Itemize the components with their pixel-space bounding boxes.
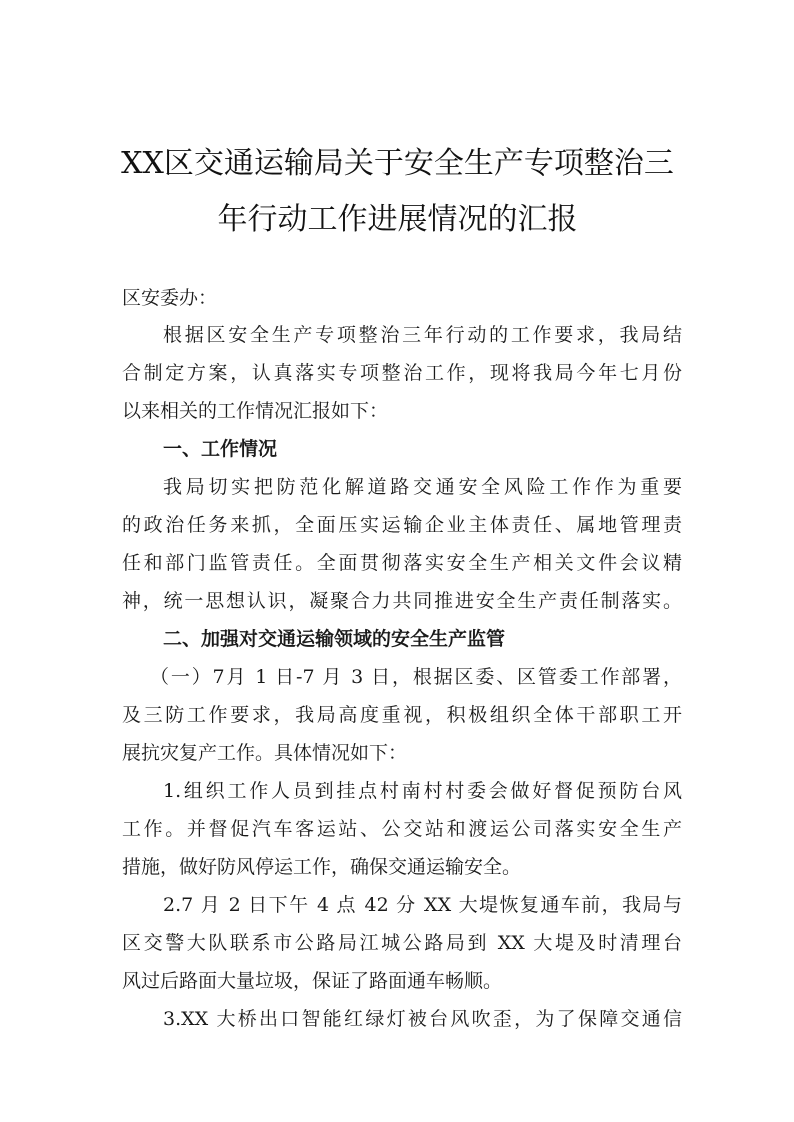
intro-line: 以来相关的工作情况汇报如下： [122, 400, 389, 422]
section-1-heading: 一、工作情况 [163, 438, 278, 460]
item-2-line: 区交警大队联系市公路局江城公路局到 XX 大堤及时清理台 [122, 932, 682, 954]
salutation: 区安委办： [122, 287, 218, 309]
intro-line: 根据区安全生产专项整治三年行动的工作要求，我局结 [163, 324, 682, 346]
section-1-body-line: 的政治任务来抓，全面压实运输企业主体责任、属地管理责 [122, 514, 682, 536]
section-1-body-line: 我局切实把防范化解道路交通安全风险工作作为重要 [163, 476, 682, 498]
item-1-line: 工作。并督促汽车客运站、公交站和渡运公司落实安全生产 [122, 818, 682, 840]
intro-line: 合制定方案，认真落实专项整治工作，现将我局今年七月份 [122, 362, 682, 384]
item-2-line: 风过后路面大量垃圾，保证了路面通车畅顺。 [122, 970, 503, 992]
item-1-line: 措施，做好防风停运工作，确保交通运输安全。 [122, 856, 522, 878]
subsection-1-line: 及三防工作要求，我局高度重视，积极组织全体干部职工开 [122, 704, 682, 726]
item-2-line: 2.7 月 2 日下午 4 点 42 分 XX 大堤恢复通车前，我局与 [163, 894, 682, 916]
section-1-body-line: 神，统一思想认识，凝聚合力共同推进安全生产责任制落实。 [122, 590, 682, 612]
item-1-line: 1.组织工作人员到挂点村南村村委会做好督促预防台风 [163, 780, 682, 802]
subsection-1-line: 展抗灾复产工作。具体情况如下： [122, 742, 408, 764]
document-title-line-1: XX区交通运输局关于安全生产专项整治三 [121, 146, 674, 181]
subsection-1-line: （一）7月 1 日-7 月 3 日，根据区委、区管委工作部署， [150, 666, 682, 688]
section-1-body-line: 任和部门监管责任。全面贯彻落实安全生产相关文件会议精 [122, 552, 682, 574]
section-2-heading: 二、加强对交通运输领域的安全生产监管 [163, 628, 506, 650]
item-3-line: 3.XX 大桥出口智能红绿灯被台风吹歪，为了保障交通信 [163, 1008, 682, 1030]
document-title-line-2: 年行动工作进展情况的汇报 [217, 202, 578, 237]
